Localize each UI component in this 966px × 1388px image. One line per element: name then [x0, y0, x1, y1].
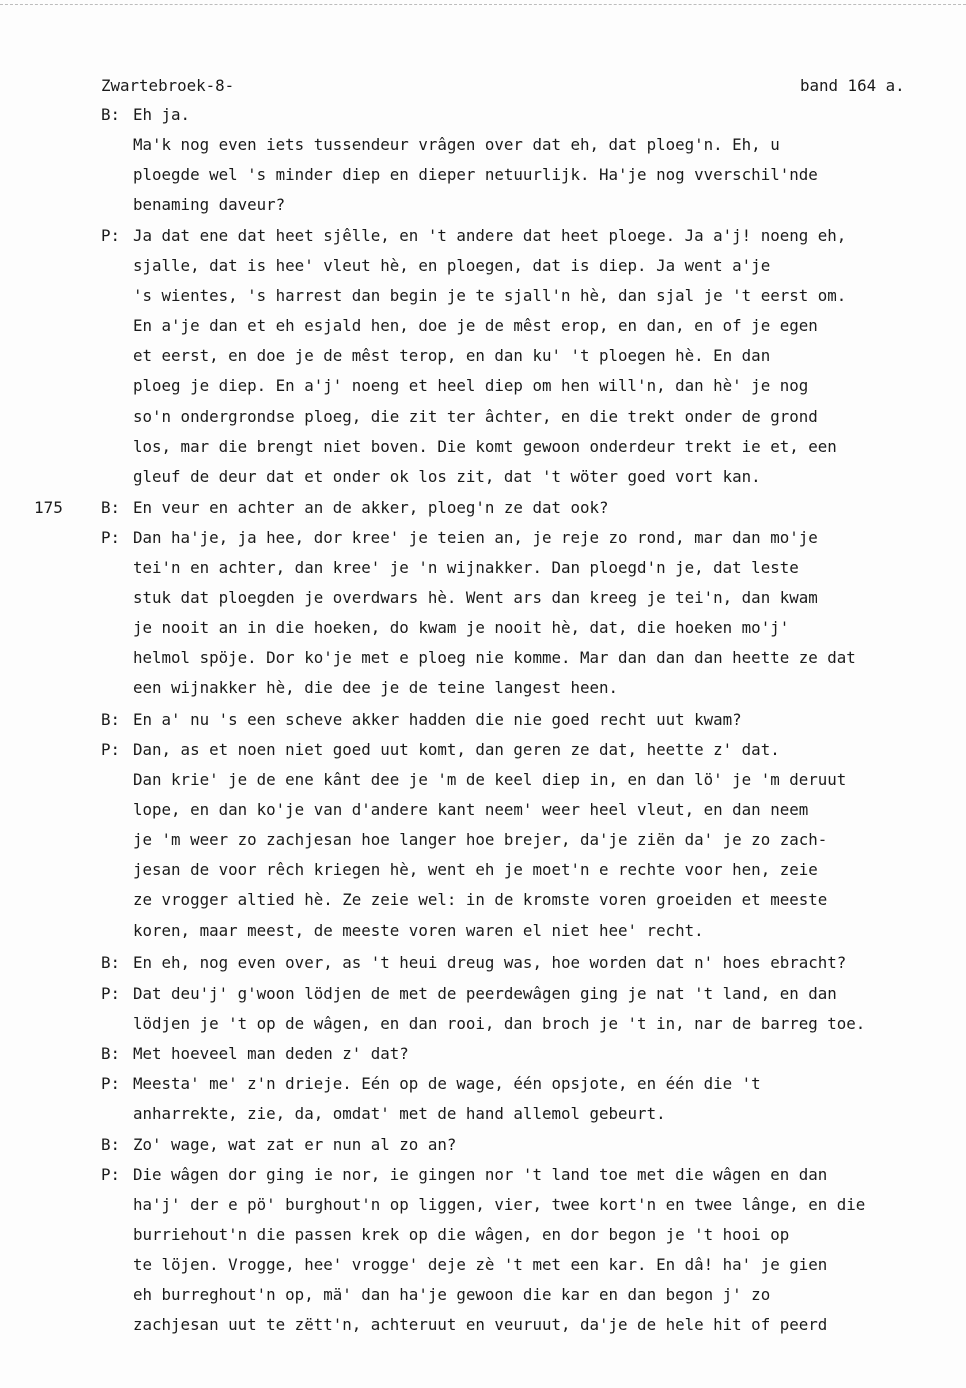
speaker-label: B:	[101, 710, 121, 729]
speaker-label: B:	[101, 1044, 121, 1063]
header-tape-number: band 164 a.	[800, 76, 905, 95]
text-line: Zo' wage, wat zat er nun al zo an?	[133, 1135, 457, 1154]
speaker-label: B:	[101, 498, 121, 517]
text-line: 's wientes, 's harrest dan begin je te sjall'n hè, dan sjal je 't eerst om.	[133, 286, 847, 306]
text-line: Die wâgen dor ging ie nor, ie gingen nor 't land toe met die wâgen en dan	[133, 1165, 828, 1184]
text-line: En eh, nog even over, as 't heui dreug was, hoe worden dat n' hoes ebracht?	[133, 953, 847, 972]
text-line: ploeg je diep. En a'j' noeng et heel diep om hen will'n, dan hè' je nog	[133, 376, 809, 396]
utterance	[133, 1069, 963, 1129]
text-line: anharrekte, zie, da, omdat' met de hand allemol gebeurt.	[133, 1104, 666, 1124]
text-line: Dat deu'j' g'woon lödjen de met de peerdewâgen ging je nat 't land, en dan	[133, 984, 837, 1003]
text-line: Eh ja.	[133, 105, 191, 124]
text-line: lope, en dan ko'je van d'andere kant neem' weer heel vleut, en dan neem	[133, 800, 809, 820]
text-line: so'n ondergrondse ploeg, die zit ter âchter, en die trekt onder de grond	[133, 406, 818, 426]
header-location: Zwartebroek-8-	[101, 76, 235, 95]
text-line: tei'n en achter, dan kree' je 'n wijnakker. Dan ploegd'n je, dat leste	[133, 558, 799, 578]
utterance	[133, 221, 963, 492]
utterance	[133, 705, 963, 735]
text-line: En veur en achter an de akker, ploeg'n ze dat ook?	[133, 498, 609, 517]
utterance	[133, 1039, 963, 1069]
text-line: En a'je dan et eh esjald hen, doe je de mêst erop, en dan, en of je egen	[133, 316, 818, 336]
text-line: ze vrogger altied hè. Ze zeie wel: in de kromste voren groeiden et meeste	[133, 890, 828, 910]
text-line: Ja dat ene dat heet sjêlle, en 't andere dat heet ploege. Ja a'j! noeng eh,	[133, 226, 847, 245]
text-line: eh burreghout'n op, mä' dan ha'je gewoon die kar en dan begon j' zo	[133, 1285, 771, 1305]
text-line: een wijnakker hè, die dee je de teine langest heen.	[133, 678, 619, 698]
text-line: jesan de voor rêch kriegen hè, went eh je moet'n e rechte voor hen, zeie	[133, 860, 818, 880]
text-line: Meesta' me' z'n drieje. Eén op de wage, één opsjote, en één die 't	[133, 1074, 761, 1093]
utterance	[133, 979, 963, 1039]
text-line: je 'm weer zo zachjesan hoe langer hoe brejer, da'je ziën da' je zo zach-	[133, 830, 828, 850]
utterance	[133, 130, 963, 220]
text-line: ha'j' der e pö' burghout'n op liggen, vier, twee kort'n en twee lânge, en die	[133, 1195, 866, 1215]
speaker-label: P:	[101, 528, 121, 547]
text-line: je nooit an in die hoeken, do kwam je nooit hè, dat, die hoeken mo'j'	[133, 618, 790, 638]
text-line: koren, maar meest, de meeste voren waren el niet hee' recht.	[133, 920, 704, 940]
text-line: burriehout'n die passen krek op die wâgen, en dor begon je 't hooi op	[133, 1225, 790, 1245]
utterance	[133, 1130, 963, 1160]
utterance	[133, 523, 963, 704]
speaker-label: B:	[101, 105, 121, 124]
speaker-label: B:	[101, 1135, 121, 1154]
text-line: et eerst, en doe je de mêst terop, en dan ku' 't ploegen hè. En dan	[133, 346, 771, 366]
text-line: zachjesan uut te zëtt'n, achteruut en veuruut, da'je de hele hit of peerd	[133, 1315, 828, 1335]
utterance	[133, 948, 963, 978]
speaker-label: P:	[101, 1165, 121, 1184]
text-line: los, mar die brengt niet boven. Die komt gewoon onderdeur trekt ie et, een	[133, 436, 837, 456]
utterance	[133, 1160, 963, 1341]
speaker-label: P:	[101, 984, 121, 1003]
utterance	[133, 100, 963, 130]
text-line: lödjen je 't op de wâgen, en dan rooi, dan broch je 't in, nar de barreg toe.	[133, 1014, 866, 1034]
text-line: sjalle, dat is hee' vleut hè, en ploegen, dat is diep. Ja went a'je	[133, 256, 771, 276]
text-line: ploegde wel 's minder diep en dieper netuurlijk. Ha'je nog vverschil'nde	[133, 165, 818, 185]
text-line: te löjen. Vrogge, hee' vrogge' deje zè 't met een kar. En dâ! ha' je gien	[133, 1255, 828, 1275]
text-line: Dan ha'je, ja hee, dor kree' je teien an, je reje zo rond, mar dan mo'je	[133, 528, 818, 547]
speaker-label	[101, 130, 133, 160]
text-line: En a' nu 's een scheve akker hadden die nie goed recht uut kwam?	[133, 710, 742, 729]
text-line: Ma'k nog even iets tussendeur vrâgen over dat eh, dat ploeg'n. Eh, u	[133, 135, 780, 154]
text-line: benaming daveur?	[133, 195, 286, 215]
speaker-label: B:	[101, 953, 121, 972]
speaker-label: P:	[101, 226, 121, 245]
speaker-label: P:	[101, 1074, 121, 1093]
scan-edge	[0, 4, 966, 6]
text-line: stuk dat ploegden je overdwars hè. Went ars dan kreeg je tei'n, dan kwam	[133, 588, 818, 608]
margin-line-number: 175	[34, 498, 63, 517]
speaker-label: P:	[101, 740, 121, 759]
utterance	[133, 735, 963, 946]
utterance	[133, 493, 963, 523]
text-line: Met hoeveel man deden z' dat?	[133, 1044, 409, 1063]
text-line: helmol spöje. Dor ko'je met e ploeg nie komme. Mar dan dan dan heette ze dat	[133, 648, 856, 668]
text-line: Dan, as et noen niet goed uut komt, dan geren ze dat, heette z' dat.	[133, 740, 780, 759]
text-line: gleuf de deur dat et onder ok los zit, dat 't wöter goed vort kan.	[133, 466, 761, 486]
text-line: Dan krie' je de ene kânt dee je 'm de keel diep in, en dan lö' je 'm deruut	[133, 770, 847, 790]
